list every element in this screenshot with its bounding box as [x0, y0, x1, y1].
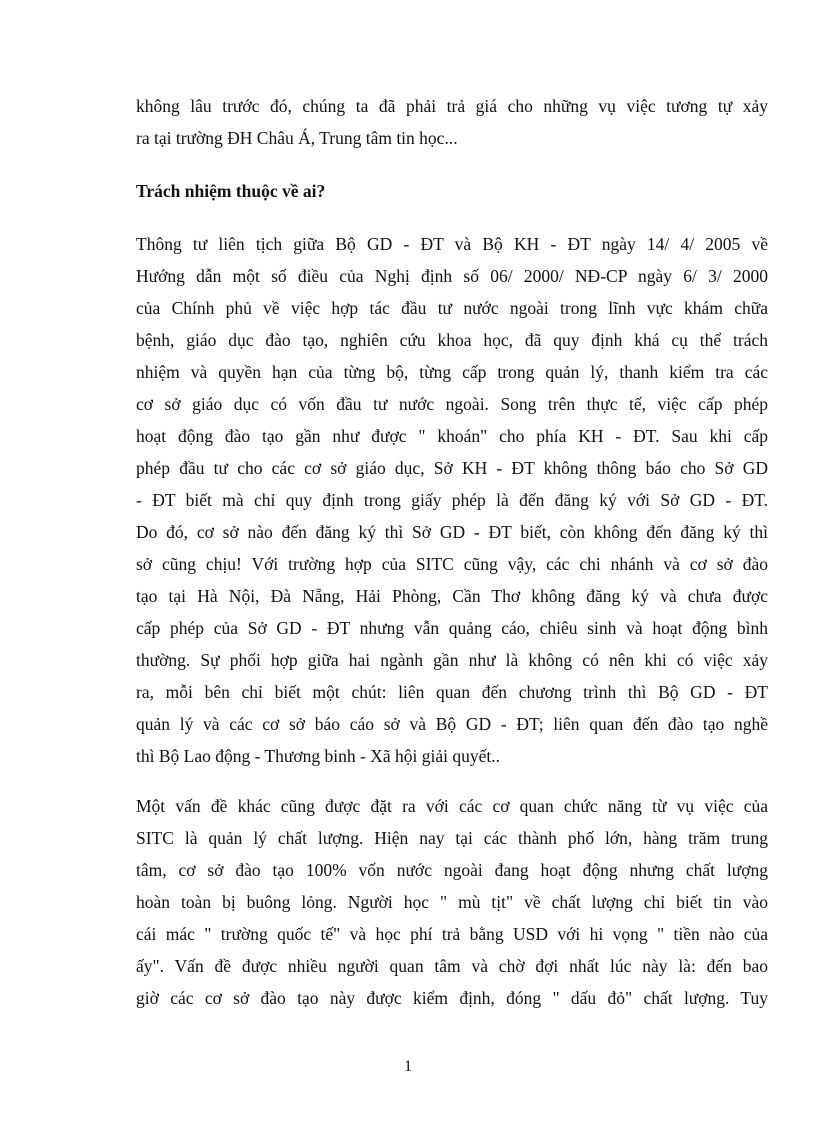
text-line: Một vấn đề khác cũng được đặt ra với các cơ quan chức năng từ vụ việc của: [136, 796, 768, 816]
text-line: nhiệm và quyền hạn của từng bộ, từng cấp trong quản lý, thanh kiểm tra các: [136, 362, 768, 382]
text-line: Thông tư liên tịch giữa Bộ GD - ĐT và Bộ KH - ĐT ngày 14/ 4/ 2005 về: [136, 234, 768, 254]
text-line: thì Bộ Lao động - Thương binh - Xã hội giải quyết..: [136, 746, 500, 766]
text-line: quản lý và các cơ sở báo cáo sở và Bộ GD - ĐT; liên quan đến đào tạo nghề: [136, 714, 768, 734]
paragraph-responsibility: [136, 228, 768, 772]
text-line: phép đầu tư cho các cơ sở giáo dục, Sở KH - ĐT không thông báo cho Sở GD: [136, 458, 768, 478]
page-number: 1: [404, 1058, 412, 1075]
text-line: ấy". Vấn đề được nhiều người quan tâm và chờ đợi nhất lúc này là: đến bao: [136, 956, 768, 976]
text-line: tâm, cơ sở đào tạo 100% vốn nước ngoài đang hoạt động nhưng chất lượng: [136, 860, 768, 880]
text-line: cơ sở giáo dục có vốn đầu tư nước ngoài. Song trên thực tế, việc cấp phép: [136, 394, 768, 414]
text-line: sở cũng chịu! Với trường hợp của SITC cũng vậy, các chi nhánh và cơ sở đào: [136, 554, 768, 574]
text-line: của Chính phủ về việc hợp tác đầu tư nước ngoài trong lĩnh vực khám chữa: [136, 298, 768, 318]
text-line: không lâu trước đó, chúng ta đã phải trả giá cho những vụ việc tương tự xảy: [136, 96, 768, 116]
text-line: tạo tại Hà Nội, Đà Nẵng, Hải Phòng, Cần Thơ không đăng ký và chưa được: [136, 586, 768, 606]
text-line: thường. Sự phối hợp giữa hai ngành gần như là không có nên khi có việc xảy: [136, 650, 768, 670]
paragraph-intro: [136, 90, 768, 154]
text-line: Hướng dẫn một số điều của Nghị định số 06/ 2000/ NĐ-CP ngày 6/ 3/ 2000: [136, 266, 768, 286]
paragraph-quality: [136, 790, 768, 1014]
text-line: - ĐT biết mà chỉ quy định trong giấy phép là đến đăng ký với Sở GD - ĐT.: [136, 490, 768, 510]
text-line: cấp phép của Sở GD - ĐT nhưng vẫn quảng cáo, chiêu sinh và hoạt động bình: [136, 618, 768, 638]
text-line: hoạt động đào tạo gần như được " khoán" cho phía KH - ĐT. Sau khi cấp: [136, 426, 768, 446]
text-line: hoàn toàn bị buông lỏng. Người học " mù tịt" về chất lượng chỉ biết tin vào: [136, 892, 768, 912]
text-line: cái mác " trường quốc tế" và học phí trả bằng USD với hi vọng " tiền nào của: [136, 924, 768, 944]
text-line: bệnh, giáo dục đào tạo, nghiên cứu khoa học, đã quy định khá cụ thể trách: [136, 330, 768, 350]
text-line: Do đó, cơ sở nào đến đăng ký thì Sở GD - ĐT biết, còn không đến đăng ký thì: [136, 522, 768, 542]
text-line: ra tại trường ĐH Châu Á, Trung tâm tin học...: [136, 128, 458, 148]
text-line: SITC là quản lý chất lượng. Hiện nay tại các thành phố lớn, hàng trăm trung: [136, 828, 768, 848]
section-heading: Trách nhiệm thuộc về ai?: [136, 181, 326, 201]
text-line: giờ các cơ sở đào tạo này được kiểm định, đóng " dấu đỏ" chất lượng. Tuy: [136, 988, 768, 1008]
text-line: ra, mỗi bên chỉ biết một chút: liên quan đến chương trình thì Bộ GD - ĐT: [136, 682, 768, 702]
